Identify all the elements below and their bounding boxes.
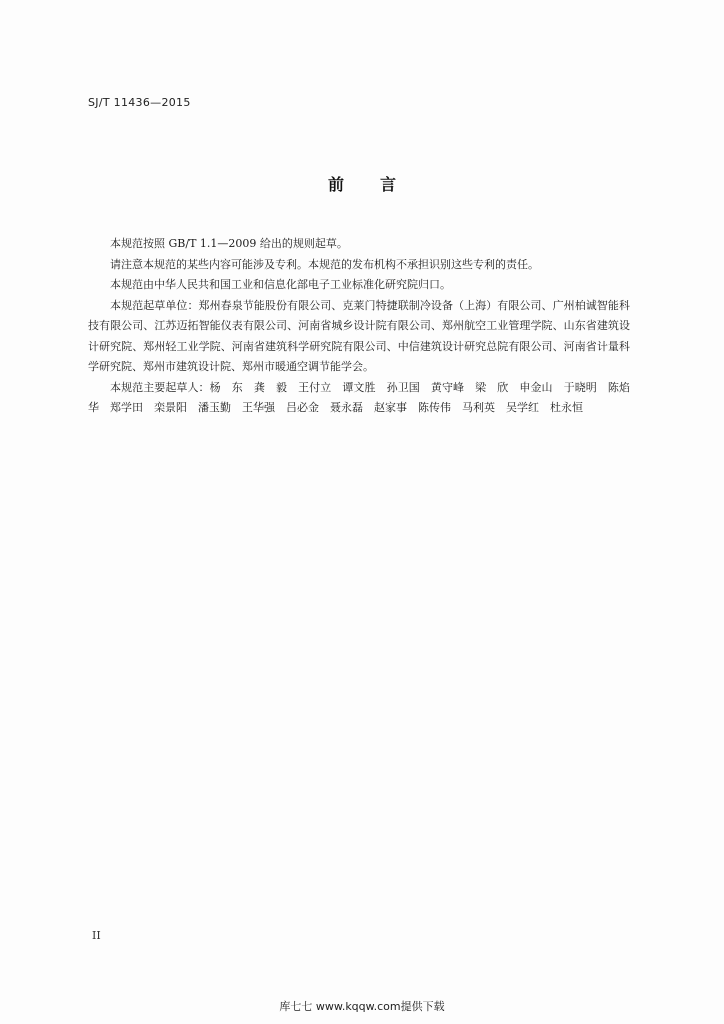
page-number: II — [92, 929, 101, 942]
paragraph-drafting-rules: 本规范按照 GB/T 1.1—2009 给出的规则起草。 — [110, 237, 348, 250]
paragraph-drafting-units: 本规范起草单位：郑州春泉节能股份有限公司、克莱门特捷联制冷设备（上海）有限公司、广州柏诚智能科技有限公司、江苏迈拓智能仪表有限公司、河南省城乡设计院有限公司、郑州航空工业管理学院、山东省建筑设计研究院、郑州轻工业学院、河南省建筑科学研究院有限公司、中信建筑设计研究总院有限公司、河南省计量科学研究院、郑州市建筑设计院、郑州市暖通空调节能学会。 — [88, 298, 630, 373]
foreword-body — [88, 234, 630, 419]
paragraph-responsible-body: 本规范由中华人民共和国工业和信息化部电子工业标准化研究院归口。 — [110, 278, 451, 291]
section-heading: 前言 — [327, 175, 432, 194]
paragraph-drafters: 本规范主要起草人：杨 东 龚 毅 王付立 谭文胜 孙卫国 黄守峰 梁 欣 申金山 于晓明 陈焰华 郑学田 栾景阳 潘玉勤 王华强 吕必金 聂永磊 赵家事 陈传伟 马利英 吴学红 杜永恒 — [88, 380, 630, 414]
standard-number: SJ/T 11436—2015 — [88, 96, 191, 109]
download-watermark: 库七七 www.kqqw.com提供下载 — [279, 1000, 445, 1013]
paragraph-patent-notice: 请注意本规范的某些内容可能涉及专利。本规范的发布机构不承担识别这些专利的责任。 — [110, 257, 539, 271]
